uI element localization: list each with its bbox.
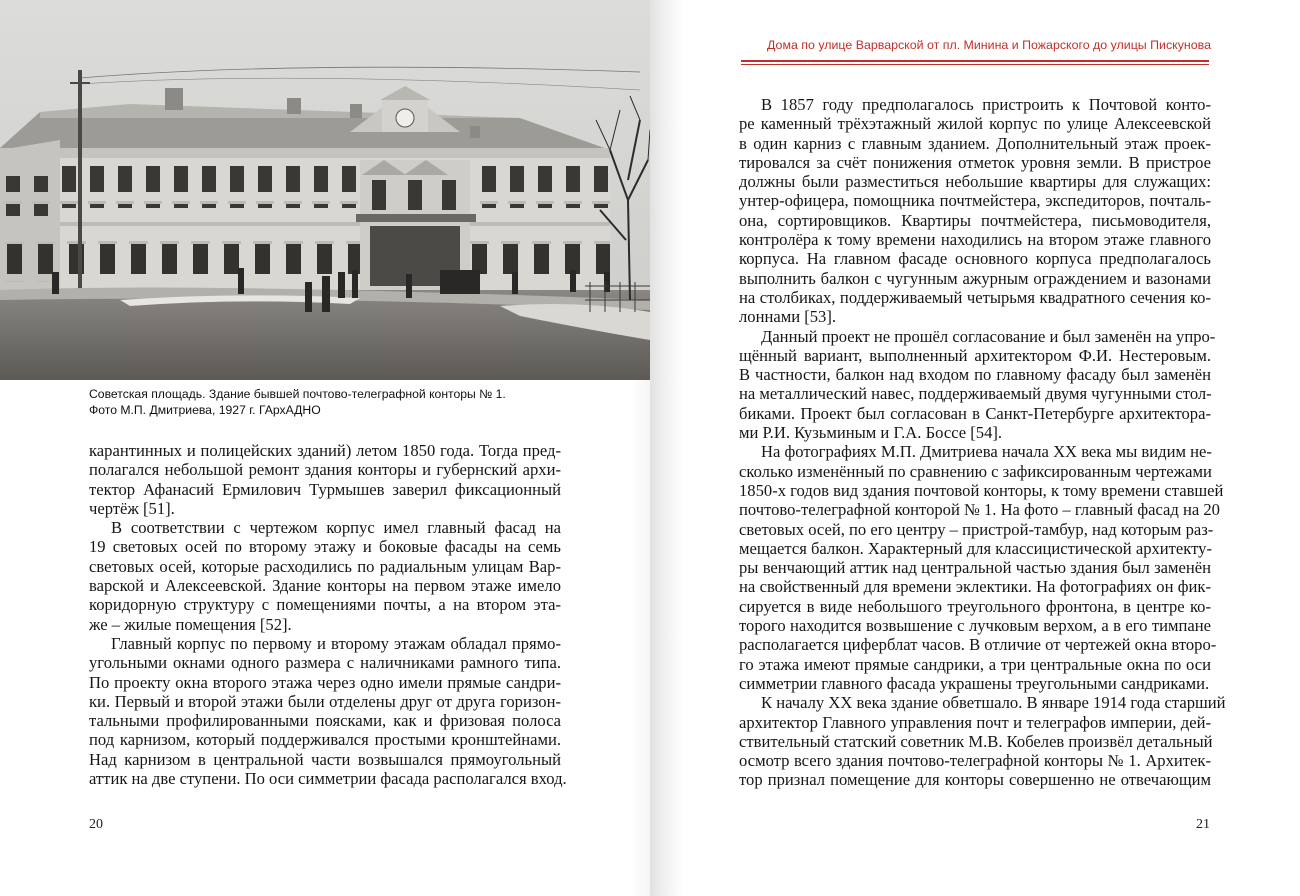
text-line: тировался за счёт понижения отметок уровня земли. В пристрое (739, 152, 1211, 172)
text-line: должны были разместиться небольшие квартиры для служащих: (739, 172, 1211, 192)
text-line: ки. Первый и второй этажи были отделены друг от друга горизон- (89, 691, 561, 711)
text-line: она, сортировщиков. Квартиры почтмейстера, письмоводителя, (739, 210, 1211, 230)
text-line: тальными профилированными поясками, как и фризовая полоса (89, 711, 561, 731)
text-line: тор признал помещение для конторы совершенно не отвечающим (739, 770, 1211, 790)
text-line: же – жилые помещения [52]. (89, 614, 292, 634)
text-line: корпуса. На главном фасаде основного корпуса предполагалось (739, 249, 1211, 269)
text-line: ствительный статский советник М.В. Кобелев произвёл детальный (739, 731, 1213, 751)
text-line: В 1857 году предполагалось пристроить к Почтовой конто- (761, 95, 1211, 114)
header-rule-thin (741, 64, 1209, 65)
text-line: тектор Афанасий Ермилович Турмышев заверил фиксационный (89, 479, 561, 499)
text-line: располагается циферблат часов. В отличие от чертежей окна второ- (739, 635, 1217, 655)
text-line: световых осей, по его центру – пристрой-тамбур, над которым раз- (739, 519, 1214, 539)
text-line: в один карниз с главным зданием. Дополнительный этаж проек- (739, 133, 1211, 153)
text-line: биками. Проект был согласован в Санкт-Петербурге архитектора- (739, 403, 1211, 423)
text-line: 19 световых осей по второму этажу и боковые фасады на семь (89, 537, 561, 557)
left-body-text (89, 441, 567, 789)
text-line: контролёра к тому времени находились на втором этаже главного (739, 230, 1211, 250)
text-line: сируется в виде небольшого треугольного фронтона, в центре ко- (739, 596, 1211, 616)
text-line: коридорную структуру с помещениями почты, а на втором эта- (89, 595, 561, 615)
text-line: Данный проект не прошёл согласование и был заменён на упро- (761, 326, 1216, 346)
text-line: лоннами [53]. (739, 307, 837, 327)
text-line: го этажа имеют прямые сандрики, а три центральные окна по оси (739, 654, 1211, 674)
text-line: выполнить балкон с чугунным ажурным ограждением и вазонами (739, 268, 1211, 288)
text-line: на металлический навес, поддерживаемый двумя чугунными стол- (739, 384, 1212, 404)
caption-line: Советская площадь. Здание бывшей почтово-телеграфной конторы № 1. (89, 387, 506, 401)
text-line: Над карнизом в центральной части возвышался прямоугольный (89, 749, 561, 769)
text-line: почтово-телеграфной конторой № 1. На фото – главный фасад на 20 (739, 500, 1220, 520)
text-line: Главный корпус по первому и второму этажам обладал прямо- (111, 633, 561, 653)
page-number-right: 21 (1196, 817, 1210, 832)
text-line: чертёж [51]. (89, 498, 175, 518)
photo-caption (89, 386, 609, 418)
gutter-shadow-left (630, 380, 650, 896)
right-body-text (739, 95, 1226, 790)
text-line: сколько изменённый по сравнению с зафиксированным чертежами (739, 461, 1212, 481)
text-line: ры венчающий аттик над центральной частью здания был заменён (739, 558, 1211, 578)
gutter-shadow (650, 0, 684, 896)
text-line: торого находится возвышение с лучковым верхом, а в его тимпане (739, 616, 1211, 636)
caption-line: Фото М.П. Дмитриева, 1927 г. ГАрхАДНО (89, 403, 321, 417)
text-line: В частности, балкон над входом по главному фасаду был заменён (739, 365, 1211, 385)
text-line: симметрии главного фасада украшены треугольными сандриками. (739, 673, 1210, 693)
text-line: На фотографиях М.П. Дмитриева начала XX века мы видим не- (761, 442, 1212, 462)
text-line: на столбиках, поддерживаемый четырьмя квадратного сечения ко- (739, 287, 1211, 307)
text-line: По проекту окна второго этажа через одно имели прямые сандри- (89, 672, 561, 692)
historic-building-photo (0, 0, 650, 380)
text-line: 1850-х годов вид здания почтовой конторы, к тому времени ставшей (739, 480, 1224, 500)
text-line: щённый вариант, выполненный архитектором Ф.И. Нестеровым. (739, 345, 1211, 365)
text-line: осмотр всего здания почтово-телеграфной конторы № 1. Архитек- (739, 751, 1211, 771)
text-line: угольными окнами одного размера с наличниками рамного типа. (89, 653, 561, 673)
text-line: В соответствии с чертежом корпус имел главный фасад на (111, 518, 561, 538)
text-line: полагался небольшой ремонт здания конторы и губернский архи- (89, 460, 561, 480)
text-line: варской и Алексеевской. Здание конторы на первом этаже имело (89, 576, 561, 596)
text-line: ре каменный трёхэтажный жилой корпус по улице Алексеевской (739, 114, 1211, 134)
text-line: мещается балкон. Характерный для классицистической архитекту- (739, 538, 1212, 558)
text-line: К началу XX века здание обветшало. В январе 1914 года старший (761, 693, 1226, 713)
page-number-left: 20 (89, 817, 103, 832)
text-line: на свойственный для времени эклектики. На фотографиях он фик- (739, 577, 1211, 597)
header-rule (741, 60, 1209, 62)
text-line: под карнизом, который поддерживался простыми кронштейнами. (89, 730, 561, 750)
text-line: аттик на две ступени. По оси симметрии фасада располагался вход. (89, 769, 567, 789)
text-line: карантинных и полицейских зданий) летом 1850 года. Тогда пред- (89, 441, 561, 460)
text-line: ми Р.И. Кузьминым и Г.А. Боссе [54]. (739, 423, 1003, 443)
running-head: Дома по улице Варварской от пл. Минина и Пожарского до улицы Пискунова (767, 38, 1211, 52)
text-line: архитектор Главного управления почт и телеграфов империи, дей- (739, 712, 1211, 732)
text-line: унтер-офицера, помощника почтмейстера, экспедиторов, почталь- (739, 191, 1211, 211)
text-line: световых осей, которые расходились по радиальным улицам Вар- (89, 556, 561, 576)
